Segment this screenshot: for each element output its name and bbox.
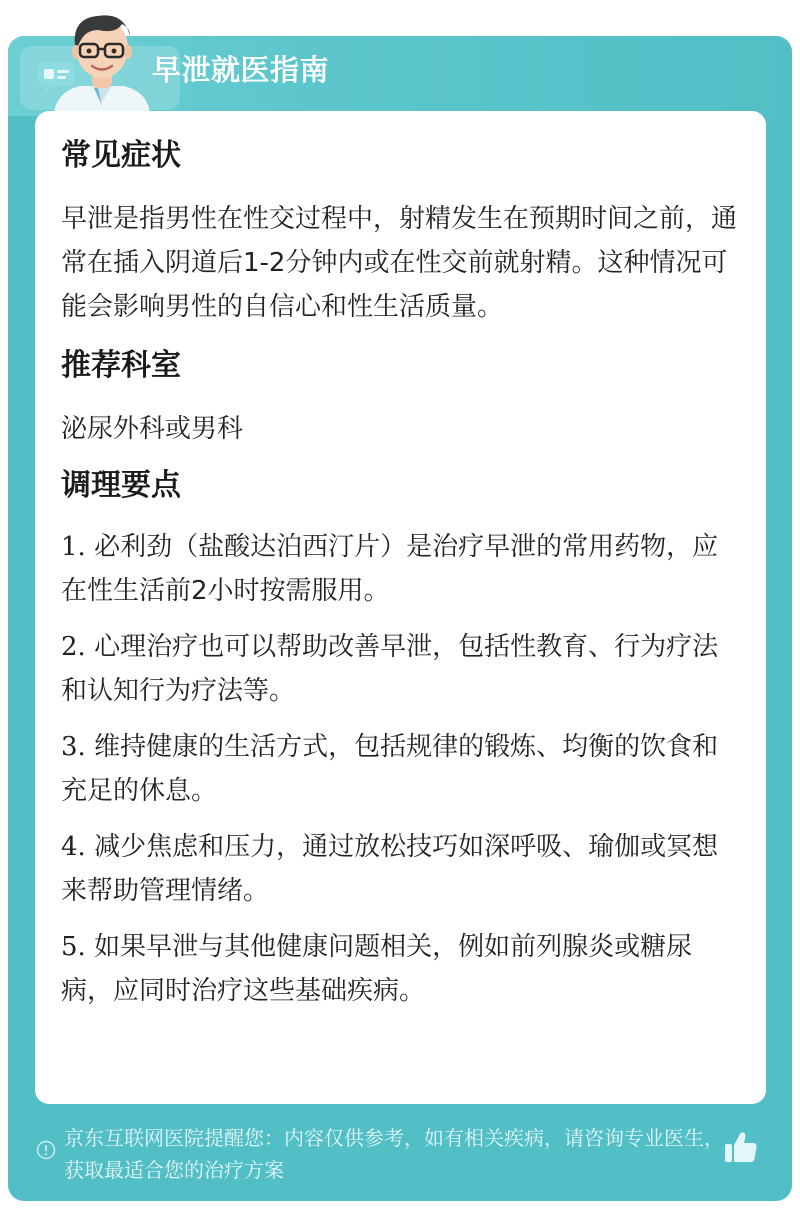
info-icon xyxy=(36,1140,56,1160)
care-list xyxy=(61,525,740,1013)
care-item-number: 3. xyxy=(61,732,86,762)
care-item-text: 必利劲（盐酸达泊西汀片）是治疗早泄的常用药物，应在性生活前2小时按需服用。 xyxy=(61,532,719,606)
care-item-4 xyxy=(61,825,740,913)
page-title: 早泄就医指南 xyxy=(152,53,330,87)
care-item-2 xyxy=(61,625,740,713)
care-item-text: 减少焦虑和压力，通过放松技巧如深呼吸、瑜伽或冥想来帮助管理情绪。 xyxy=(61,832,719,906)
section-body-department: 泌尿外科或男科 xyxy=(61,414,244,444)
care-item-number: 5. xyxy=(61,932,86,962)
disclaimer-text: 京东互联网医院提醒您：内容仅供参考，如有相关疾病，请咨询专业医生，获取最适合您的治疗方案 xyxy=(64,1126,724,1182)
doctor-avatar xyxy=(46,6,158,114)
care-item-number: 4. xyxy=(61,832,86,862)
thumbs-up-icon[interactable] xyxy=(722,1128,760,1166)
section-title-department: 推荐科室 xyxy=(61,348,181,383)
care-item-5 xyxy=(61,925,740,1013)
care-item-number: 2. xyxy=(61,632,86,662)
section-title-symptoms: 常见症状 xyxy=(61,138,181,173)
care-item-1 xyxy=(61,525,740,613)
content-card xyxy=(35,111,766,1104)
section-body-symptoms: 早泄是指男性在性交过程中，射精发生在预期时间之前，通常在插入阴道后1-2分钟内或在性交前就射精。这种情况可能会影响男性的自信心和性生活质量。 xyxy=(61,204,738,322)
care-item-text: 维持健康的生活方式，包括规律的锻炼、均衡的饮食和充足的休息。 xyxy=(61,732,719,806)
care-item-3 xyxy=(61,725,740,813)
section-title-care: 调理要点 xyxy=(61,468,181,503)
care-item-number: 1. xyxy=(61,532,86,562)
care-item-text: 如果早泄与其他健康问题相关，例如前列腺炎或糖尿病，应同时治疗这些基础疾病。 xyxy=(61,932,693,1006)
care-item-text: 心理治疗也可以帮助改善早泄，包括性教育、行为疗法和认知行为疗法等。 xyxy=(61,632,719,706)
